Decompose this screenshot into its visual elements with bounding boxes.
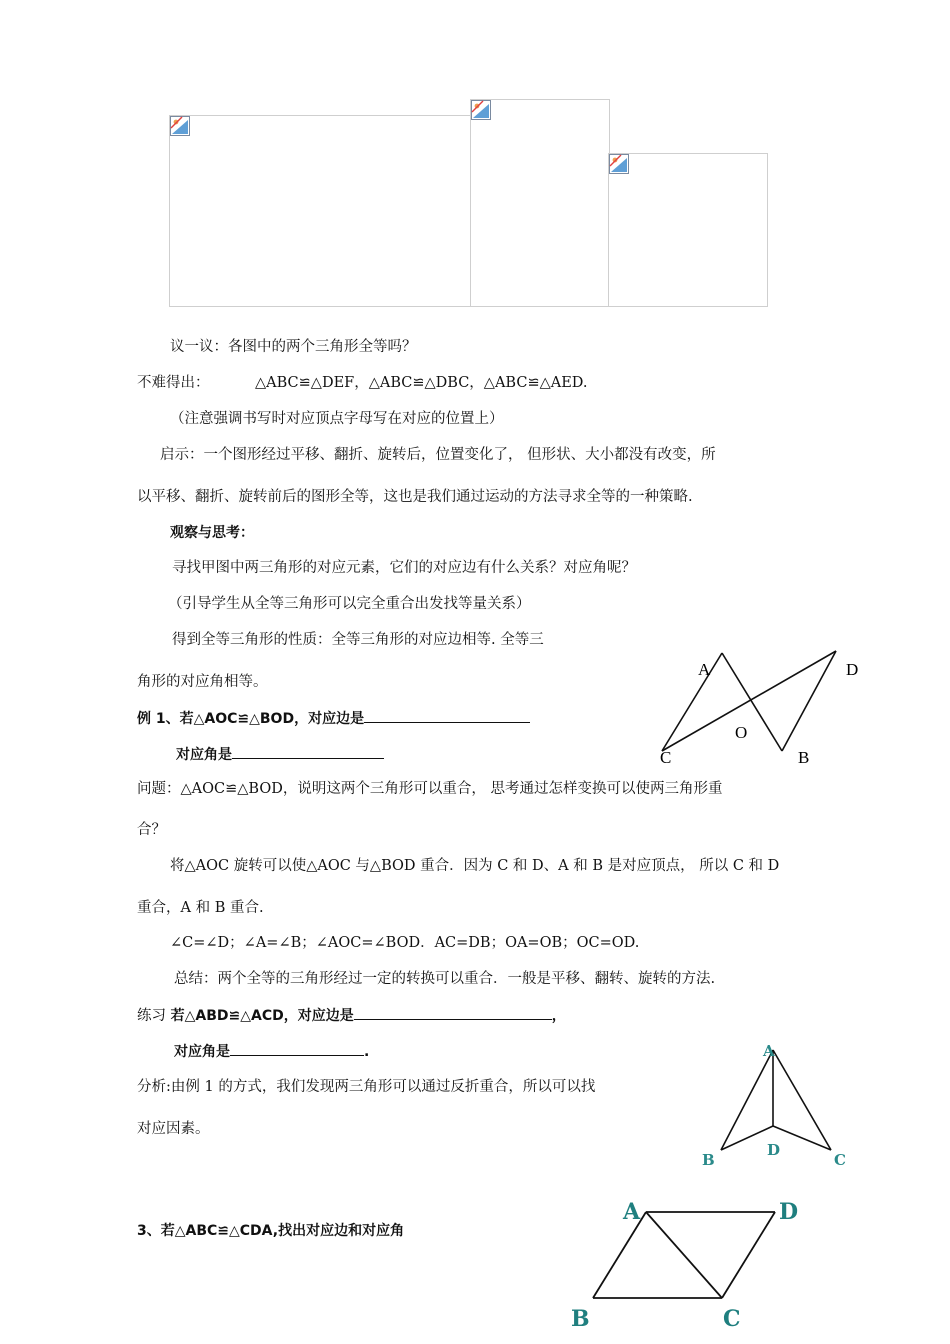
property-line-2: 角形的对应角相等。 bbox=[137, 674, 268, 690]
label-O: O bbox=[735, 723, 748, 742]
question-line-1: 问题：△AOC≌△BOD，说明这两个三角形可以重合， 思考通过怎样变换可以使两三角形重 bbox=[137, 781, 723, 797]
question-line-2: 合？ bbox=[137, 822, 166, 838]
image-placeholder-1 bbox=[169, 115, 472, 307]
question-3: 3、若△ABC≌△CDA,找出对应边和对应角 bbox=[137, 1223, 405, 1239]
segment-CD bbox=[722, 1212, 775, 1298]
practice-angles bbox=[174, 1041, 369, 1062]
label-B: B bbox=[702, 1151, 715, 1169]
observe-question: 寻找甲图中两三角形的对应元素，它们的对应边有什么关系？对应角呢？ bbox=[172, 560, 636, 576]
segment-AC bbox=[662, 653, 722, 751]
equalities-line: ∠C=∠D；∠A=∠B；∠AOC=∠BOD．AC=DB；OA=OB；OC=OD. bbox=[170, 935, 640, 951]
property-line-1: 得到全等三角形的性质：全等三角形的对应边相等. 全等三 bbox=[172, 632, 544, 648]
label-C: C bbox=[834, 1151, 846, 1169]
example1-angles-blank[interactable] bbox=[232, 744, 384, 759]
segment-AC bbox=[773, 1050, 831, 1150]
label-B: B bbox=[798, 748, 810, 767]
label-C: C bbox=[723, 1306, 741, 1332]
image-placeholder-3 bbox=[608, 153, 768, 307]
label-D: D bbox=[779, 1199, 799, 1225]
example1-sides-label: 例 1、若△AOC≌△BOD，对应边是 bbox=[137, 711, 365, 727]
segment-DC bbox=[773, 1126, 831, 1150]
image-placeholder-2 bbox=[470, 99, 610, 307]
segment-AB bbox=[722, 653, 782, 751]
practice-sides-blank[interactable] bbox=[354, 1005, 552, 1020]
example1-angles bbox=[176, 744, 384, 765]
example1-sides bbox=[137, 708, 530, 729]
broken-image-icon bbox=[471, 100, 491, 120]
rotate-line-1: 将△AOC 旋转可以使△AOC 与△BOD 重合．因为 C 和 D、A 和 B 是对应顶点， 所以 C 和 D bbox=[170, 858, 780, 874]
practice-angles-blank[interactable] bbox=[230, 1041, 364, 1056]
result-equations: △ABC≌△DEF，△ABC≌△DBC，△ABC≌△AED. bbox=[255, 375, 588, 391]
figure-bowtie bbox=[650, 645, 870, 770]
note-guide: （引导学生从全等三角形可以完全重合出发找等量关系） bbox=[168, 596, 531, 612]
observe-title: 观察与思考： bbox=[170, 525, 254, 541]
label-A: A bbox=[698, 660, 711, 679]
label-A: A bbox=[623, 1199, 641, 1225]
example1-angles-label: 对应角是 bbox=[176, 747, 232, 763]
practice-sides bbox=[137, 1005, 566, 1026]
segment-AB bbox=[721, 1050, 773, 1150]
result-prefix: 不难得出： bbox=[137, 375, 210, 391]
summary-line: 总结：两个全等的三角形经过一定的转换可以重合．一般是平移、翻转、旋转的方法. bbox=[174, 971, 716, 987]
figure-parallelogram bbox=[565, 1195, 815, 1344]
broken-image-icon bbox=[170, 116, 190, 136]
analysis-line-2: 对应因素。 bbox=[137, 1121, 210, 1137]
discuss-line: 议一议：各图中的两个三角形全等吗？ bbox=[170, 339, 417, 355]
label-C: C bbox=[660, 748, 672, 767]
segment-BD bbox=[721, 1126, 773, 1150]
note-writing-order: （注意强调书写时对应顶点字母写在对应的位置上） bbox=[170, 411, 504, 427]
practice-period: . bbox=[364, 1044, 370, 1060]
rotate-line-2: 重合，A 和 B 重合. bbox=[137, 900, 264, 916]
practice-sides-label: 若△ABD≌△ACD，对应边是 bbox=[170, 1008, 354, 1024]
analysis-line-1: 分析:由例 1 的方式，我们发现两三角形可以通过反折重合，所以可以找 bbox=[137, 1079, 596, 1095]
label-D: D bbox=[846, 660, 859, 679]
hint-line-2: 以平移、翻折、旋转前后的图形全等，这也是我们通过运动的方法寻求全等的一种策略. bbox=[137, 489, 693, 505]
label-A: A bbox=[763, 1042, 775, 1060]
segment-AC bbox=[646, 1212, 722, 1298]
figure-folded-triangle bbox=[695, 1040, 860, 1175]
label-D: D bbox=[767, 1141, 781, 1159]
example1-sides-blank[interactable] bbox=[364, 708, 530, 723]
broken-image-icon bbox=[609, 154, 629, 174]
hint-line-1: 启示：一个图形经过平移、翻折、旋转后，位置变化了， 但形状、大小都没有改变，所 bbox=[160, 447, 716, 463]
practice-prefix: 练习 bbox=[137, 1008, 166, 1024]
practice-angles-label: 对应角是 bbox=[174, 1044, 230, 1060]
label-B: B bbox=[571, 1306, 590, 1332]
practice-comma: ， bbox=[551, 1008, 566, 1024]
